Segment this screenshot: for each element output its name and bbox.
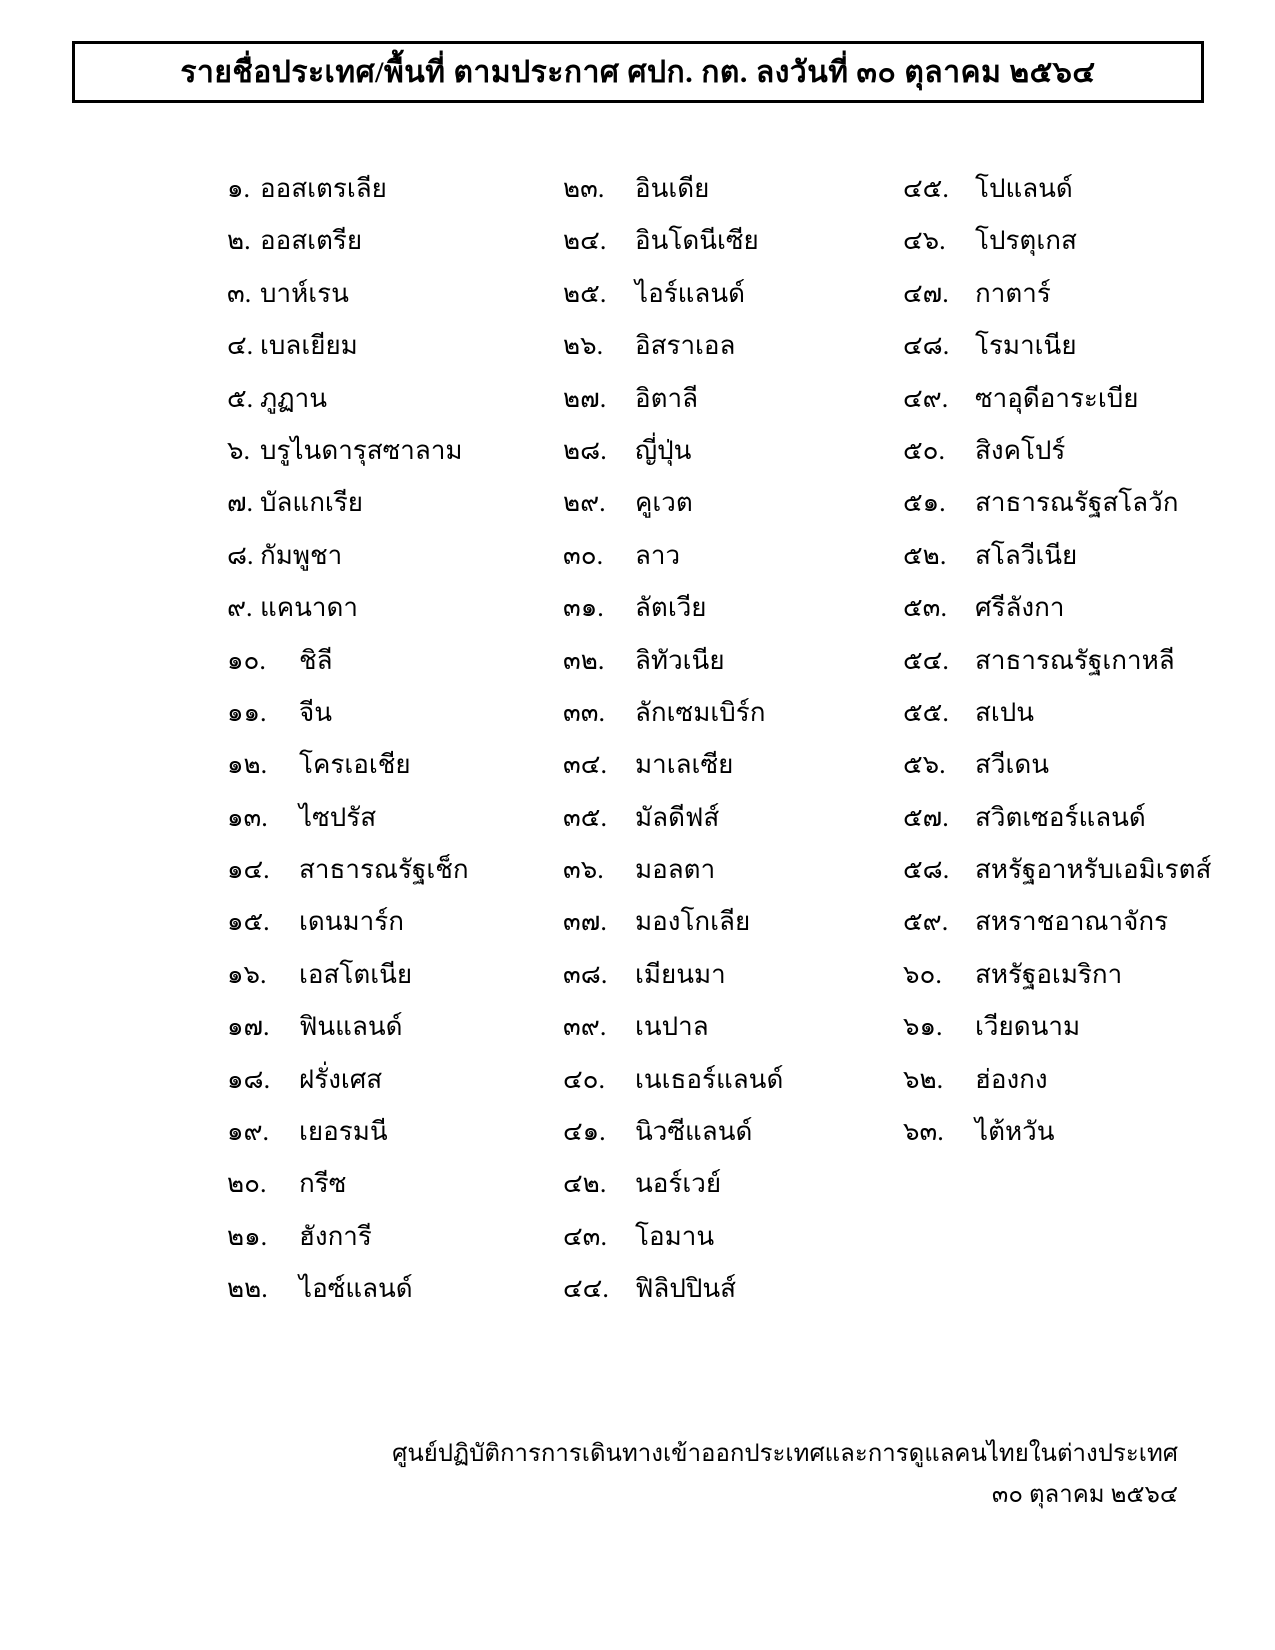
item-number: ๓๖. bbox=[563, 855, 604, 885]
list-item bbox=[903, 1115, 1263, 1167]
country-name: บาห์เรน bbox=[260, 278, 349, 308]
country-name: ลิทัวเนีย bbox=[635, 645, 725, 675]
country-name: อิตาลี bbox=[635, 383, 699, 413]
country-name: เวียดนาม bbox=[975, 1012, 1081, 1042]
item-number: ๖. bbox=[227, 435, 251, 465]
country-name: ภูฏาน bbox=[260, 383, 327, 413]
country-name: เดนมาร์ก bbox=[299, 907, 404, 937]
list-item bbox=[563, 539, 903, 591]
item-number: ๒๙. bbox=[563, 488, 606, 518]
list-item bbox=[563, 172, 903, 224]
list-item bbox=[227, 1063, 567, 1115]
list-item bbox=[227, 486, 567, 538]
item-number: ๓๗. bbox=[563, 907, 607, 937]
country-name: กาตาร์ bbox=[975, 278, 1051, 308]
country-name: สหรัฐอเมริกา bbox=[975, 959, 1123, 989]
list-item bbox=[903, 853, 1263, 905]
list-item bbox=[563, 905, 903, 957]
country-name: ฮ่องกง bbox=[975, 1064, 1048, 1094]
list-item bbox=[227, 434, 567, 486]
item-number: ๔๖. bbox=[903, 226, 946, 256]
list-item bbox=[227, 801, 567, 853]
country-name: เมียนมา bbox=[635, 959, 726, 989]
item-number: ๔๘. bbox=[903, 331, 950, 361]
country-name: สาธารณรัฐเช็ก bbox=[299, 855, 469, 885]
country-name: อิสราเอล bbox=[635, 331, 736, 361]
country-name: ลักเซมเบิร์ก bbox=[635, 697, 766, 727]
country-name: โอมาน bbox=[635, 1221, 715, 1251]
item-number: ๒๐. bbox=[227, 1169, 267, 1199]
country-name: กรีซ bbox=[299, 1169, 347, 1199]
country-name: สเปน bbox=[975, 697, 1035, 727]
footer bbox=[392, 1434, 1178, 1516]
item-number: ๗. bbox=[227, 488, 254, 518]
country-name: มองโกเลีย bbox=[635, 907, 751, 937]
item-number: ๖๑. bbox=[903, 1012, 943, 1042]
country-name: มาเลเซีย bbox=[635, 750, 734, 780]
country-name: ไต้หวัน bbox=[975, 1117, 1055, 1147]
list-item bbox=[563, 329, 903, 381]
country-name: สิงคโปร์ bbox=[975, 435, 1066, 465]
item-number: ๔. bbox=[227, 331, 254, 361]
list-item bbox=[903, 905, 1263, 957]
item-number: ๓๑. bbox=[563, 593, 604, 623]
item-number: ๔๗. bbox=[903, 278, 949, 308]
item-number: ๒๖. bbox=[563, 331, 604, 361]
country-name: เยอรมนี bbox=[299, 1117, 388, 1147]
item-number: ๑๑. bbox=[227, 697, 267, 727]
country-name: สวิตเซอร์แลนด์ bbox=[975, 802, 1146, 832]
list-item bbox=[563, 1220, 903, 1272]
list-item bbox=[563, 853, 903, 905]
list-item bbox=[227, 1010, 567, 1062]
item-number: ๓๒. bbox=[563, 645, 605, 675]
list-item bbox=[227, 644, 567, 696]
list-item bbox=[563, 1010, 903, 1062]
item-number: ๓๓. bbox=[563, 697, 606, 727]
country-name: บรูไนดารุสซาลาม bbox=[260, 435, 463, 465]
item-number: ๙. bbox=[227, 593, 253, 623]
list-item bbox=[563, 1115, 903, 1167]
country-name: สหราชอาณาจักร bbox=[975, 907, 1169, 937]
list-item bbox=[903, 591, 1263, 643]
item-number: ๕๑. bbox=[903, 488, 946, 518]
list-item bbox=[227, 224, 567, 276]
list-item bbox=[903, 277, 1263, 329]
item-number: ๓๔. bbox=[563, 750, 607, 780]
item-number: ๑๖. bbox=[227, 959, 267, 989]
country-list-column-1 bbox=[227, 172, 567, 1325]
item-number: ๓๘. bbox=[563, 959, 608, 989]
list-item bbox=[903, 329, 1263, 381]
list-item bbox=[563, 382, 903, 434]
country-name: บัลแกเรีย bbox=[260, 488, 364, 518]
item-number: ๓๕. bbox=[563, 802, 607, 832]
list-item bbox=[903, 696, 1263, 748]
item-number: ๒๔. bbox=[563, 226, 607, 256]
item-number: ๑๕. bbox=[227, 907, 270, 937]
item-number: ๑. bbox=[227, 174, 251, 203]
list-item bbox=[563, 644, 903, 696]
item-number: ๑๘. bbox=[227, 1064, 271, 1094]
country-name: คูเวต bbox=[635, 488, 693, 518]
country-list-column-2 bbox=[563, 172, 903, 1325]
item-number: ๕๔. bbox=[903, 645, 949, 675]
footer-date: ๓๐ ตุลาคม ๒๕๖๔ bbox=[991, 1482, 1178, 1508]
list-item bbox=[227, 591, 567, 643]
title-box bbox=[72, 41, 1204, 103]
country-name: โครเอเชีย bbox=[299, 750, 411, 780]
country-name: สโลวีเนีย bbox=[975, 540, 1078, 570]
country-name: ลัตเวีย bbox=[635, 593, 707, 623]
list-item bbox=[227, 1167, 567, 1219]
country-name: ออสเตรีย bbox=[260, 226, 363, 256]
country-name: เนเธอร์แลนด์ bbox=[635, 1064, 784, 1094]
item-number: ๕๒. bbox=[903, 540, 947, 570]
item-number: ๑๒. bbox=[227, 750, 268, 780]
list-item bbox=[903, 486, 1263, 538]
country-name: สาธารณรัฐเกาหลี bbox=[975, 645, 1175, 675]
list-item bbox=[227, 905, 567, 957]
country-name: จีน bbox=[299, 697, 333, 727]
country-name: นิวซีแลนด์ bbox=[635, 1117, 753, 1147]
item-number: ๔๒. bbox=[563, 1169, 607, 1199]
list-item bbox=[563, 1063, 903, 1115]
item-number: ๖๓. bbox=[903, 1117, 944, 1147]
list-item bbox=[227, 1272, 567, 1324]
item-number: ๓. bbox=[227, 278, 252, 308]
country-name: ฮังการี bbox=[299, 1221, 372, 1251]
list-item bbox=[903, 434, 1263, 486]
item-number: ๑๗. bbox=[227, 1012, 270, 1042]
item-number: ๕๕. bbox=[903, 697, 949, 727]
country-name: เอสโตเนีย bbox=[299, 959, 413, 989]
list-item bbox=[227, 1220, 567, 1272]
list-item bbox=[227, 748, 567, 800]
list-item bbox=[903, 958, 1263, 1010]
item-number: ๔๙. bbox=[903, 383, 949, 413]
country-name: ไอซ์แลนด์ bbox=[299, 1274, 413, 1304]
item-number: ๒๗. bbox=[563, 383, 607, 413]
item-number: ๘. bbox=[227, 540, 254, 570]
item-number: ๕๐. bbox=[903, 435, 946, 465]
item-number: ๖๐. bbox=[903, 959, 942, 989]
country-name: เบลเยียม bbox=[260, 331, 358, 361]
country-name: มอลตา bbox=[635, 855, 716, 885]
list-item bbox=[227, 277, 567, 329]
item-number: ๑๓. bbox=[227, 802, 268, 832]
item-number: ๔๕. bbox=[903, 174, 949, 203]
country-name: สาธารณรัฐสโลวัก bbox=[975, 488, 1179, 518]
list-item bbox=[563, 224, 903, 276]
item-number: ๕. bbox=[227, 383, 254, 413]
item-number: ๑๔. bbox=[227, 855, 270, 885]
country-list-column-3 bbox=[903, 172, 1263, 1167]
country-name: อินเดีย bbox=[635, 174, 710, 203]
country-name: โปแลนด์ bbox=[975, 174, 1073, 203]
item-number: ๕๙. bbox=[903, 907, 949, 937]
list-item bbox=[903, 1063, 1263, 1115]
list-item bbox=[227, 329, 567, 381]
list-item bbox=[903, 539, 1263, 591]
country-name: ฝรั่งเศส bbox=[299, 1064, 383, 1094]
list-item bbox=[903, 172, 1263, 224]
list-item bbox=[563, 486, 903, 538]
list-item bbox=[563, 958, 903, 1010]
list-item bbox=[903, 801, 1263, 853]
country-name: ไซปรัส bbox=[299, 802, 377, 832]
item-number: ๑๙. bbox=[227, 1117, 270, 1147]
list-item bbox=[903, 382, 1263, 434]
item-number: ๔๓. bbox=[563, 1221, 607, 1251]
country-name: ญี่ปุ่น bbox=[635, 435, 692, 465]
list-item bbox=[227, 853, 567, 905]
list-item bbox=[563, 801, 903, 853]
item-number: ๒๒. bbox=[227, 1274, 268, 1304]
list-item bbox=[903, 748, 1263, 800]
country-name: ชิลี bbox=[299, 645, 333, 675]
country-name: ฟินแลนด์ bbox=[299, 1012, 403, 1042]
list-item bbox=[563, 277, 903, 329]
list-item bbox=[227, 1115, 567, 1167]
country-name: ฟิลิปปินส์ bbox=[635, 1274, 736, 1304]
item-number: ๕๗. bbox=[903, 802, 949, 832]
item-number: ๔๐. bbox=[563, 1064, 606, 1094]
list-item bbox=[227, 172, 567, 224]
item-number: ๒๕. bbox=[563, 278, 607, 308]
list-item bbox=[563, 434, 903, 486]
item-number: ๕๖. bbox=[903, 750, 946, 780]
item-number: ๒๑. bbox=[227, 1221, 268, 1251]
country-name: แคนาดา bbox=[260, 593, 359, 623]
country-name: สหรัฐอาหรับเอมิเรตส์ bbox=[975, 855, 1212, 885]
list-item bbox=[227, 382, 567, 434]
item-number: ๔๔. bbox=[563, 1274, 609, 1304]
item-number: ๒๘. bbox=[563, 435, 607, 465]
country-name: ซาอุดีอาระเบีย bbox=[975, 383, 1139, 413]
item-number: ๕๓. bbox=[903, 593, 947, 623]
footer-organization: ศูนย์ปฏิบัติการการเดินทางเข้าออกประเทศและการดูแลคนไทยในต่างประเทศ bbox=[392, 1441, 1178, 1467]
list-item bbox=[563, 591, 903, 643]
page-title: รายชื่อประเทศ/พื้นที่ ตามประกาศ ศปก. กต. ลงวันที่ ๓๐ ตุลาคม ๒๕๖๔ bbox=[180, 55, 1096, 89]
item-number: ๕๘. bbox=[903, 855, 950, 885]
list-item bbox=[903, 1010, 1263, 1062]
item-number: ๒. bbox=[227, 226, 251, 256]
list-item bbox=[227, 539, 567, 591]
country-name: อินโดนีเซีย bbox=[635, 226, 759, 256]
list-item bbox=[563, 1272, 903, 1324]
list-item bbox=[563, 696, 903, 748]
country-name: มัลดีฟส์ bbox=[635, 802, 720, 832]
country-name: โปรตุเกส bbox=[975, 226, 1077, 256]
country-name: ศรีลังกา bbox=[975, 593, 1065, 623]
country-name: ออสเตรเลีย bbox=[260, 174, 387, 203]
country-name: ไอร์แลนด์ bbox=[635, 278, 746, 308]
item-number: ๖๒. bbox=[903, 1064, 944, 1094]
country-name: ลาว bbox=[635, 540, 681, 570]
country-name: กัมพูชา bbox=[260, 540, 343, 570]
item-number: ๔๑. bbox=[563, 1117, 606, 1147]
list-item bbox=[227, 958, 567, 1010]
item-number: ๒๓. bbox=[563, 174, 605, 203]
list-item bbox=[903, 224, 1263, 276]
country-name: โรมาเนีย bbox=[975, 331, 1077, 361]
list-item bbox=[563, 1167, 903, 1219]
list-item bbox=[903, 644, 1263, 696]
country-name: เนปาล bbox=[635, 1012, 709, 1042]
country-name: สวีเดน bbox=[975, 750, 1050, 780]
item-number: ๓๙. bbox=[563, 1012, 607, 1042]
list-item bbox=[227, 696, 567, 748]
item-number: ๓๐. bbox=[563, 540, 604, 570]
item-number: ๑๐. bbox=[227, 645, 266, 675]
country-name: นอร์เวย์ bbox=[635, 1169, 722, 1199]
list-item bbox=[563, 748, 903, 800]
